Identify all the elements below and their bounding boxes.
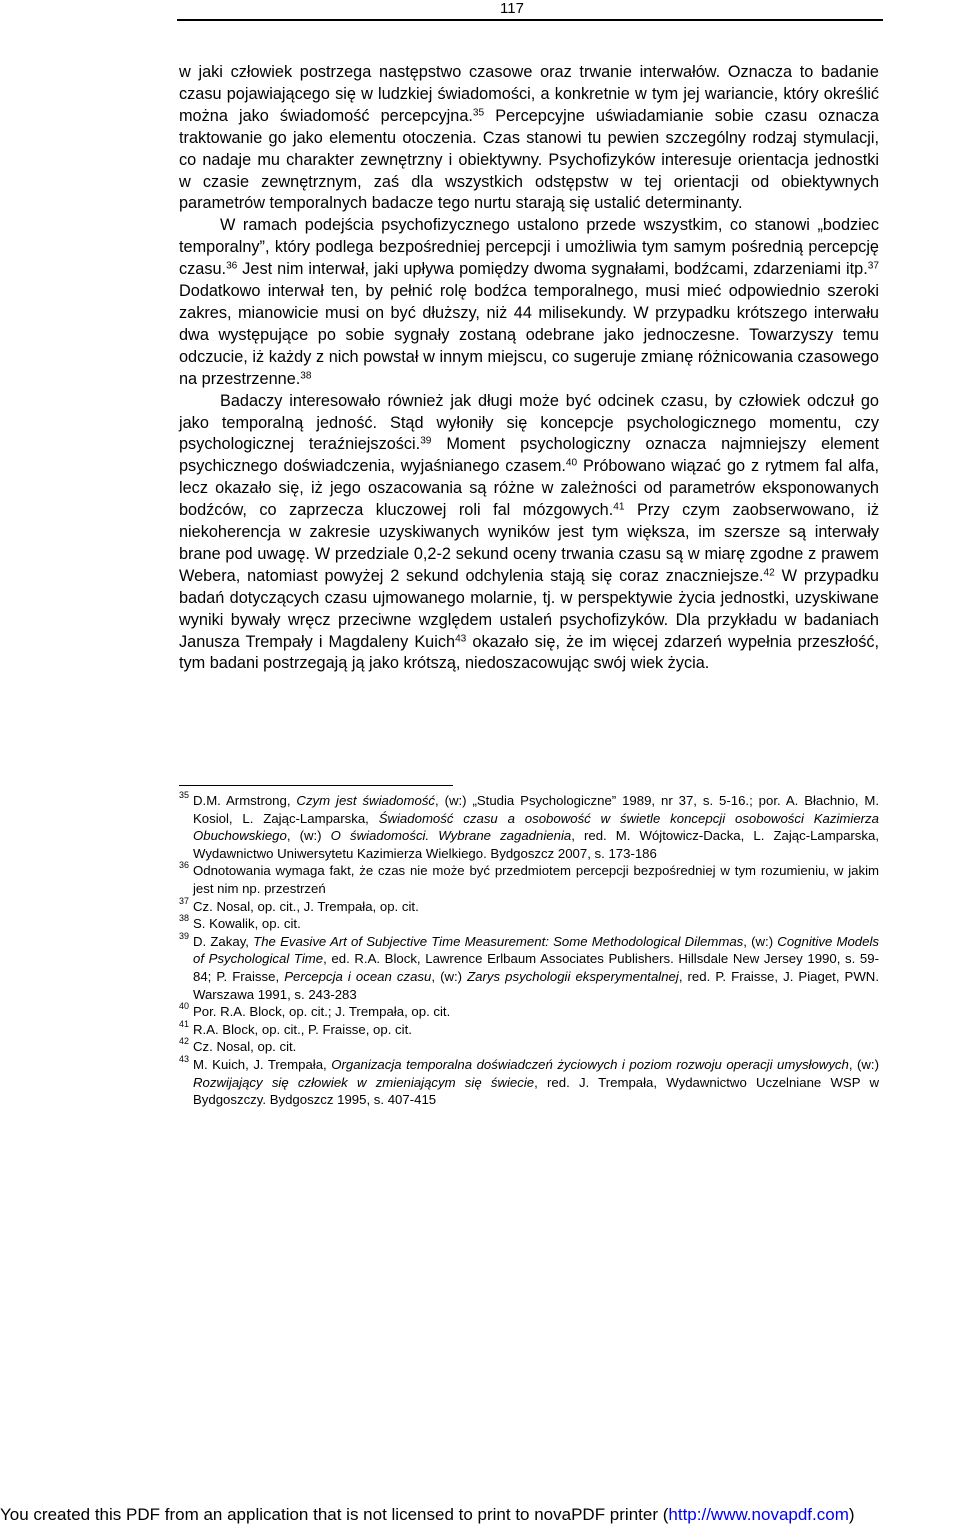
footnote <box>179 1053 879 1109</box>
footnote-text <box>193 916 301 931</box>
text-segment: S. Kowalik, op. cit. <box>193 916 301 932</box>
text-segment: , ed. R.A. Block, Lawrence Erlbaum Associates Publishers. Hillsdale New Jersey 1990, s. 59-84; P. Fraisse, <box>193 951 879 984</box>
italic-title: The Evasive Art of Subjective Time Measurement: Some Methodological Dilemmas <box>253 933 744 949</box>
text-segment: Jest nim interwał, jaki upływa pomiędzy dwoma sygnałami, bodźcami, zdarzeniami itp. <box>237 260 868 279</box>
italic-title: Percepcja i ocean czasu <box>284 968 432 984</box>
footnotes <box>179 792 879 1109</box>
footnote-ref: 36 <box>226 260 238 272</box>
italic-title: Cognitive Models of Psychological Time <box>193 933 879 967</box>
text-segment: Cz. Nosal, op. cit. <box>193 1039 297 1055</box>
text-segment: Przy czym zaobserwowano, iż niekoherencja w zakresie uzyskiwanych wyników jest tym większa, im szersze są interwały brane pod uwagę. W przedziale 0,2-2 sekund oceny trwania czasu są w miarę zgodne z prawem Webera, natomiast powyżej 2 sekund odchylenia stają się coraz znaczniejsze. <box>179 501 879 585</box>
footnote-text <box>193 1022 412 1037</box>
footnote <box>179 930 879 1003</box>
footer-notice <box>0 1504 960 1526</box>
footnote-number: 36 <box>179 860 189 871</box>
text-segment: , (w:) <box>286 828 331 844</box>
footer-text-after: ) <box>848 1505 855 1524</box>
text-segment: w jaki człowiek postrzega następstwo czasowe oraz trwanie interwałów. Oznacza to badanie czasu pojawiającego się w ludzkiej świadomości, a konkretnie w tym jej wariancie, który określić można jako świadomość percepcyjna. <box>179 63 879 125</box>
footnote-text <box>193 793 879 861</box>
footnote <box>179 895 879 916</box>
footnote <box>179 792 879 862</box>
main-text <box>179 62 879 675</box>
footer-link[interactable]: http://www.novapdf.com <box>668 1505 849 1524</box>
footnote <box>179 1003 879 1021</box>
italic-title: Organizacja temporalna doświadczeń życiowych i poziom rozwoju operacji umysłowych <box>331 1056 849 1072</box>
text-segment: okazało się, że im więcej zdarzeń wypełnia przeszłość, tym badani postrzegają ją jako krótszą, niedoszacowując swój wiek życia. <box>179 632 880 673</box>
footnote-ref: 38 <box>300 370 312 382</box>
text-segment: M. Kuich, J. Trempała, <box>193 1056 332 1072</box>
footnote-text <box>193 1004 450 1019</box>
footnote <box>179 915 879 933</box>
page-number: 117 <box>500 0 524 17</box>
italic-title: Zarys psychologii eksperymentalnej <box>467 968 679 984</box>
footnote-ref: 42 <box>763 567 775 579</box>
footnote <box>179 1038 879 1056</box>
footnote <box>179 1018 879 1039</box>
text-segment: , (w:) <box>431 968 468 984</box>
footnote-text <box>193 1057 879 1107</box>
footnote-number: 39 <box>179 930 189 941</box>
header-rule <box>177 19 883 21</box>
footnote-ref: 35 <box>472 107 485 119</box>
footnote-separator <box>179 785 453 786</box>
text-segment: Odnotowania wymaga fakt, że czas nie może być przedmiotem percepcji bezpośredniej w tym rozumieniu, w jakim jest nim np. przestrzeń <box>193 863 879 896</box>
text-segment: , (w:) <box>848 1056 879 1072</box>
body-paragraph <box>179 62 879 215</box>
footnote-text <box>193 863 879 896</box>
text-segment: , (w:) „Studia Psychologiczne” 1989, nr 37, s. 5-16.; por. A. Błachnio, M. Kosiol, L. Zając-Lamparska, <box>193 793 879 826</box>
footnote-text <box>193 1039 296 1054</box>
text-segment: , red. M. Wójtowicz-Dacka, L. Zając-Lamparska, Wydawnictwo Uniwersytetu Kazimierza Wielkiego. Bydgoszcz 2007, s. 173-186 <box>193 828 879 861</box>
italic-title: O świadomości. Wybrane zagadnienia <box>330 828 572 844</box>
footnote-number: 42 <box>179 1036 189 1047</box>
italic-title: Rozwijający się człowiek w zmieniającym się świecie <box>193 1074 535 1090</box>
italic-title: Czym jest świadomość <box>296 793 436 808</box>
text-segment: W ramach podejścia psychofizycznego ustalono przede wszystkim, co stanowi „bodziec temporalny”, który podlega bezpośredniej percepcji i umożliwia tym samym pośrednią percepcję czasu. <box>179 216 879 279</box>
footnote-text <box>193 934 879 1002</box>
text-segment: D.M. Armstrong, <box>193 793 297 808</box>
footnote-text <box>193 899 419 914</box>
text-segment: Badaczy interesowało również jak długi może być odcinek czasu, by człowiek odczuł go jako temporalną jedność. Stąd wyłoniły się koncepcje psychologicznego momentu, czy psychologicznej teraźniejszości. <box>179 391 879 454</box>
footnote-ref: 37 <box>867 260 879 272</box>
footer-text-before: You created this PDF from an application that is not licensed to print to novaPDF printer ( <box>0 1505 669 1524</box>
text-segment: , red. J. Trempała, Wydawnictwo Uczelniane WSP w Bydgoszczy. Bydgoszcz 1995, s. 407-415 <box>193 1074 879 1108</box>
footnote-number: 38 <box>179 913 189 924</box>
text-segment: , red. P. Fraisse, J. Piaget, PWN. Warszawa 1991, s. 243-283 <box>193 968 879 1002</box>
text-segment: R.A. Block, op. cit., P. Fraisse, op. cit. <box>193 1021 412 1037</box>
footnote-ref: 43 <box>455 633 467 645</box>
footnote-ref: 39 <box>420 435 432 447</box>
body-paragraph <box>179 215 879 390</box>
text-segment: Dodatkowo interwał ten, by pełnić rolę bodźca temporalnego, musi mieć odpowiednio szeroki zakres, mianowicie musi on być dłuższy, niż 44 milisekundy. W przypadku krótszego interwału dwa występujące po sobie sygnały zostaną odebrane jako jednoczesne. Towarzyszy temu odczucie, iż każdy z nich powstał w innym miejscu, co sugeruje zmianę różnicowania czasowego na przestrzenne. <box>179 282 879 388</box>
footnote-number: 40 <box>179 1001 189 1012</box>
text-segment: Percepcyjne uświadamianie sobie czasu oznacza traktowanie go jako elementu otoczenia. Czas stanowi tu pewien szczególny rodzaj stymulacji, co nadaje mu charakter zewnętrzny i obiektywny. Psychofizyków interesuje orientacja jednostki w czasie zewnętrznym, zaś dla wszystkich odstępstw w tej orientacji od obiektywnych parametrów temporalnych badacze tego nurtu starają się ustalić determinanty. <box>179 106 879 213</box>
footnote-number: 35 <box>179 790 189 800</box>
text-segment: Próbowano wiązać go z rytmem fal alfa, lecz okazało się, iż jego oszacowania są różne w zależności od parametrów eksponowanych bodźców, co zaprzecza kluczowej roli fal mózgowych. <box>179 457 879 520</box>
footnote <box>179 862 879 897</box>
footnote-ref: 41 <box>613 501 625 513</box>
text-segment: Moment psychologiczny oznacza najmniejszy element psychicznego doświadczenia, wyjaśnianego czasem. <box>179 435 879 476</box>
text-segment: Por. R.A. Block, op. cit.; J. Trempała, op. cit. <box>193 1004 451 1020</box>
text-segment: , (w:) <box>743 933 778 949</box>
text-segment: Cz. Nosal, op. cit., J. Trempała, op. cit. <box>193 898 419 914</box>
text-segment: D. Zakay, <box>193 933 254 949</box>
italic-title: Świadomość czasu a osobowość w świetle koncepcji osobowości Kazimierza Obuchowskiego <box>193 810 879 844</box>
footnote-number: 41 <box>179 1018 189 1029</box>
body-paragraph <box>179 391 879 676</box>
footnote-ref: 40 <box>565 457 578 469</box>
footnote-number: 37 <box>179 895 189 906</box>
footnote-number: 43 <box>179 1053 189 1064</box>
text-segment: W przypadku badań dotyczących czasu ujmowanego molarnie, tj. w perspektywie życia jednostki, uzyskiwane wyniki bywały wręcz przeciwne względem ustaleń psychofizyków. Dla przykładu w badaniach Janusza Trempały i Magdaleny Kuich <box>179 566 879 651</box>
